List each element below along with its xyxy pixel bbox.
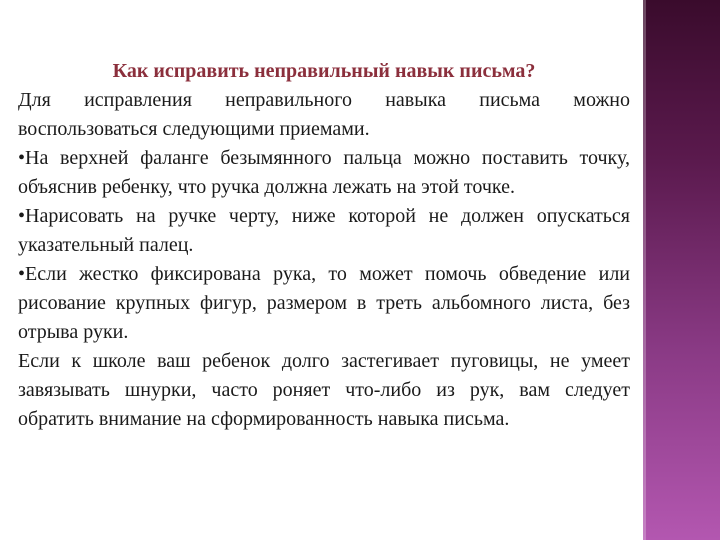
paragraph-bullet-pen-line: •Нарисовать на ручке черту, ниже которой не должен опускаться указательный палец. xyxy=(18,205,630,256)
paragraph-bullet-tracing: •Если жестко фиксирована рука, то может помочь обведение или рисование крупных фигур, размером в треть альбомного листа, без отрыва руки. xyxy=(18,263,630,343)
paragraph-conclusion: Если к школе ваш ребенок долго застегивает пуговицы, не умеет завязывать шнурки, часто роняет что-либо из рук, вам следует обратить внимание на сформированность навыка письма. xyxy=(18,350,630,430)
decorative-side-bar xyxy=(643,0,720,540)
paragraph-bullet-finger-dot: •На верхней фаланге безымянного пальца можно поставить точку, объяснив ребенку, что ручка должна лежать на этой точке. xyxy=(18,147,630,198)
slide-content xyxy=(18,57,630,434)
paragraph-intro: Для исправления неправильного навыка письма можно воспользоваться следующими приемами. xyxy=(18,89,630,140)
slide-title: Как исправить неправильный навык письма? xyxy=(112,60,536,82)
